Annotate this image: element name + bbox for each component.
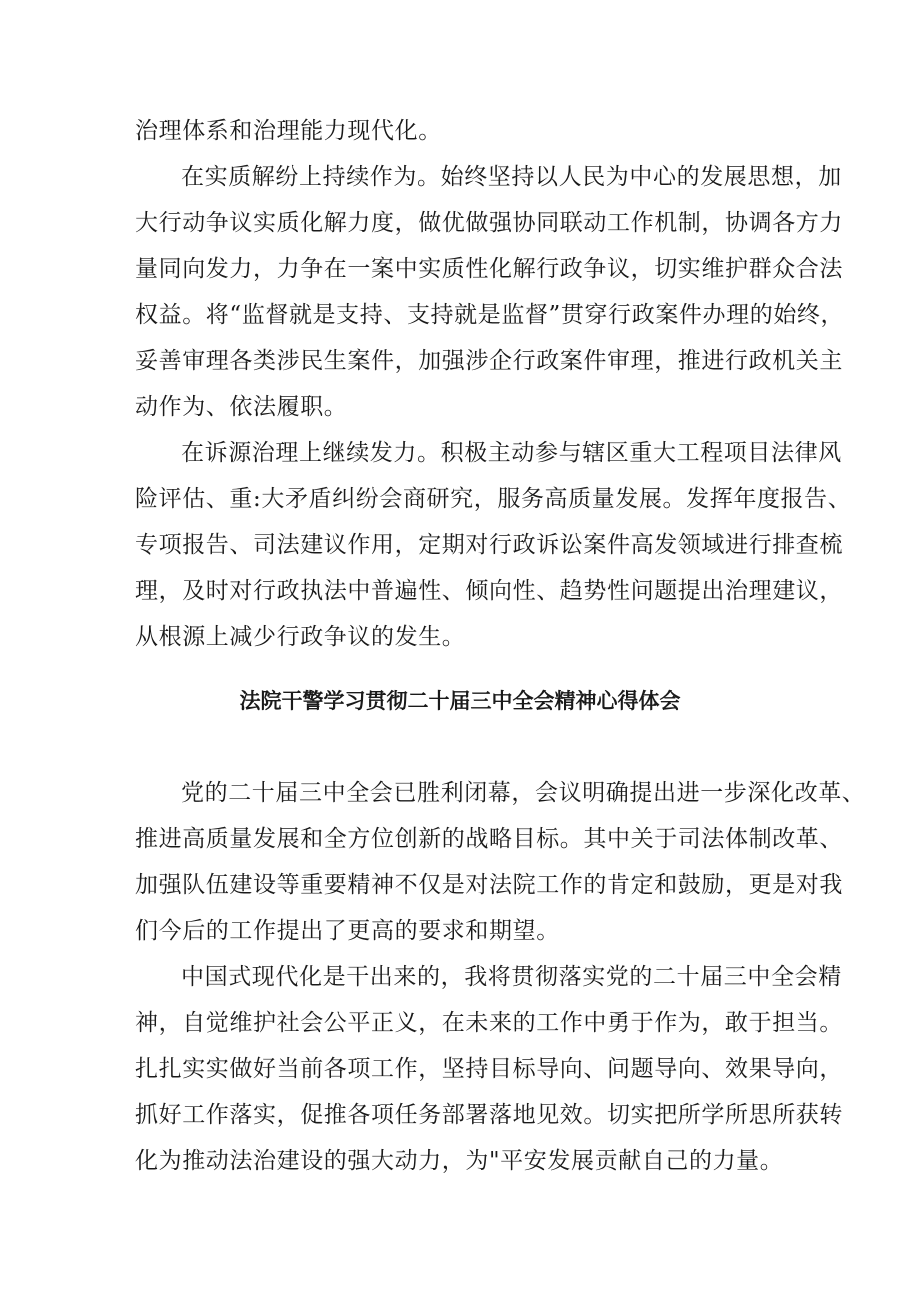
text-line: 从根源上减少行政争议的发生。 (135, 624, 466, 650)
text-line: 们今后的工作提出了更高的要求和期望。 (135, 918, 560, 944)
text-line: 神，自觉维护社会公平正义，在未来的工作中勇于作为，敢于担当。 (135, 1010, 843, 1036)
text-line: 专项报告、司法建议作用，定期对行政诉讼案件高发领域进行排查梳 (135, 532, 843, 558)
text-line: 推进高质量发展和全方位创新的战略目标。其中关于司法体制改革、 (135, 826, 843, 852)
text-line: 加强队伍建设等重要精神不仅是对法院工作的肯定和鼓励，更是对我 (135, 872, 843, 898)
section-title: 法院干警学习贯彻二十届三中全会精神心得体会 (239, 689, 681, 713)
text-line: 理，及时对行政执法中普遍性、倾向性、趋势性问题提出治理建议， (135, 578, 843, 604)
text-line: 量同向发力，力争在一案中实质性化解行政争议，切实维护群众合法 (135, 256, 843, 282)
text-line: 妥善审理各类涉民生案件，加强涉企行政案件审理，推进行政机关主 (135, 348, 843, 374)
text-line: 在诉源治理上继续发力。积极主动参与辖区重大工程项目法律风 (181, 440, 842, 466)
text-line: 动作为、依法履职。 (135, 394, 348, 420)
text-line: 化为推动法治建设的强大动力，为"平安发展贡献自己的力量。 (135, 1148, 784, 1174)
text-line: 险评估、重:大矛盾纠纷会商研究，服务高质量发展。发挥年度报告、 (135, 486, 852, 512)
text-line: 扎扎实实做好当前各项工作，坚持目标导向、问题导向、效果导向， (135, 1056, 843, 1082)
text-line: 权益。将“监督就是支持、支持就是监督”贯穿行政案件办理的始终， (135, 302, 845, 328)
text-line: 大行动争议实质化解力度，做优做强协同联动工作机制，协调各方力 (135, 210, 843, 236)
text-line: 在实质解纷上持续作为。始终坚持以人民为中心的发展思想，加 (181, 164, 842, 190)
text-line: 治理体系和治理能力现代化。 (135, 118, 442, 144)
text-line: 抓好工作落实，促推各项任务部署落地见效。切实把所学所思所获转 (135, 1102, 843, 1128)
text-line: 党的二十届三中全会已胜利闭幕，会议明确提出进一步深化改革、 (181, 780, 866, 806)
text-line: 中国式现代化是干出来的，我将贯彻落实党的二十届三中全会精 (181, 964, 842, 990)
